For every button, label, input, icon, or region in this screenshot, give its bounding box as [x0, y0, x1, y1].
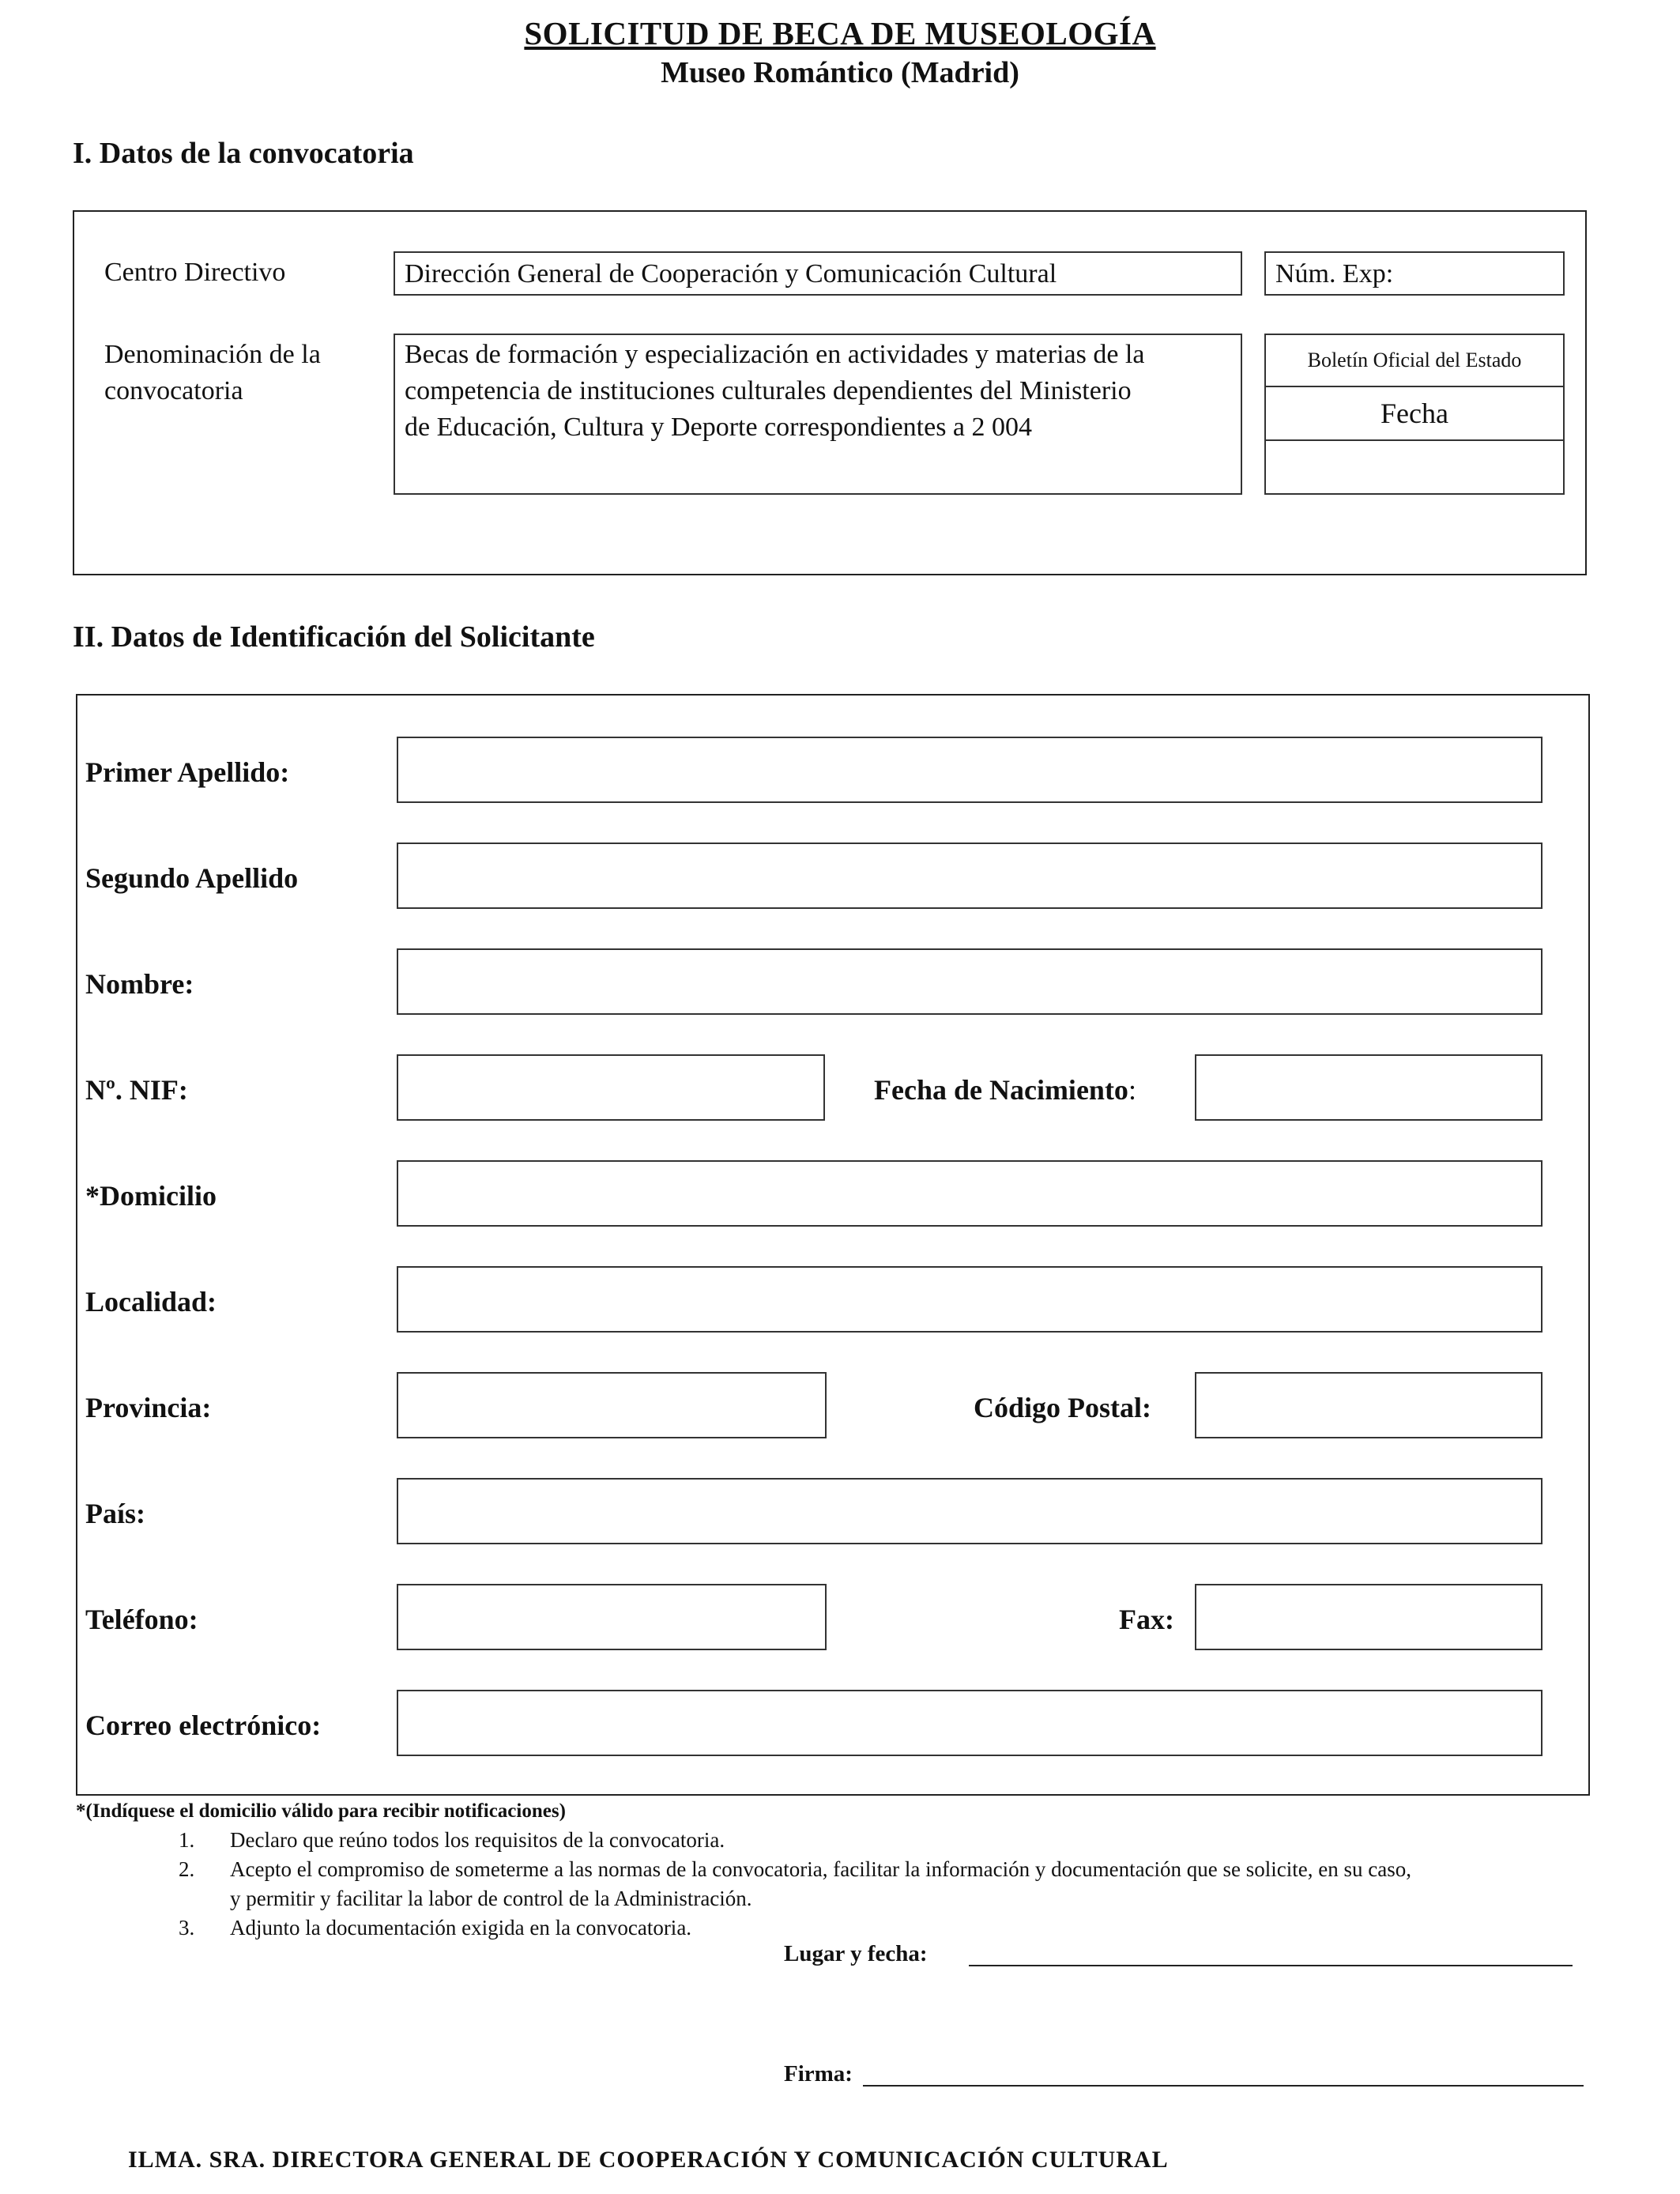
section-2-title: II. Datos de Identificación del Solicitante [73, 620, 595, 654]
telefono-input[interactable] [397, 1584, 827, 1650]
nif-input[interactable] [397, 1054, 825, 1121]
declaration-item-1 [179, 1826, 1648, 1855]
declaration-number: 3. [179, 1916, 195, 1940]
denominacion-label-line2: convocatoria [104, 376, 243, 405]
declaration-number: 2. [179, 1857, 195, 1881]
primer-apellido-label: Primer Apellido: [85, 756, 290, 788]
boe-box [1264, 334, 1565, 495]
correo-label: Correo electrónico: [85, 1710, 322, 1741]
localidad-input[interactable] [397, 1266, 1543, 1333]
boe-fecha-field[interactable] [1266, 441, 1563, 493]
segundo-apellido-input[interactable] [397, 843, 1543, 909]
declaration-item-2 [179, 1855, 1648, 1913]
localidad-label: Localidad: [85, 1286, 217, 1318]
fecha-nacimiento-label: Fecha de Nacimiento [874, 1074, 1128, 1106]
lugar-fecha-line[interactable] [969, 1965, 1573, 1966]
fax-input[interactable] [1195, 1584, 1543, 1650]
denominacion-label-line1: Denominación de la [104, 340, 321, 369]
denominacion-field[interactable] [394, 334, 1242, 495]
telefono-label: Teléfono: [85, 1604, 198, 1635]
centro-directivo-field[interactable]: Dirección General de Cooperación y Comunicación Cultural [394, 251, 1242, 296]
declaration-text: Adjunto la documentación exigida en la convocatoria. [230, 1916, 692, 1940]
num-exp-field[interactable]: Núm. Exp: [1264, 251, 1565, 296]
form-title: SOLICITUD DE BECA DE MUSEOLOGÍA [524, 15, 1156, 51]
correo-input[interactable] [397, 1690, 1543, 1756]
domicilio-footnote: *(Indíquese el domicilio válido para recibir notificaciones) [76, 1800, 566, 1822]
fecha-nacimiento-label-group [874, 1073, 1136, 1106]
declaration-text-continued: y permitir y facilitar la labor de control de la Administración. [230, 1887, 752, 1910]
declaration-text: Declaro que reúno todos los requisitos de la convocatoria. [230, 1828, 725, 1852]
firma-line[interactable] [863, 2085, 1584, 2087]
pais-label: País: [85, 1498, 145, 1529]
boe-fecha-label: Fecha [1266, 387, 1563, 441]
codigo-postal-input[interactable] [1195, 1372, 1543, 1438]
denominacion-value-line2: competencia de instituciones culturales dependientes del Ministerio [405, 376, 1132, 405]
denominacion-value-line3: de Educación, Cultura y Deporte correspondientes a 2 004 [405, 413, 1033, 442]
firma-label: Firma: [784, 2061, 853, 2087]
denominacion-value-line1: Becas de formación y especialización en actividades y materias de la [405, 340, 1145, 369]
declarations-list [179, 1826, 1648, 1944]
provincia-input[interactable] [397, 1372, 827, 1438]
provincia-label: Provincia: [85, 1392, 212, 1423]
fax-label: Fax: [1119, 1604, 1174, 1635]
nif-label: Nº. NIF: [85, 1074, 188, 1106]
fecha-nacimiento-colon: : [1128, 1074, 1136, 1106]
form-subtitle: Museo Romántico (Madrid) [661, 56, 1019, 89]
lugar-fecha-label: Lugar y fecha: [784, 1941, 928, 1966]
declaration-item-3 [179, 1913, 1648, 1943]
addressee: ILMA. SRA. DIRECTORA GENERAL DE COOPERACIÓN Y COMUNICACIÓN CULTURAL [128, 2147, 1169, 2173]
fecha-nacimiento-input[interactable] [1195, 1054, 1543, 1121]
declaration-number: 1. [179, 1828, 195, 1852]
declaration-text: Acepto el compromiso de someterme a las normas de la convocatoria, facilitar la información y documentación que se solicite, en su caso, [230, 1857, 1411, 1881]
segundo-apellido-label: Segundo Apellido [85, 862, 299, 894]
domicilio-input[interactable] [397, 1160, 1543, 1227]
domicilio-label: *Domicilio [85, 1180, 217, 1212]
boe-label: Boletín Oficial del Estado [1266, 335, 1563, 387]
nombre-label: Nombre: [85, 968, 194, 1000]
centro-directivo-label: Centro Directivo [104, 258, 286, 287]
primer-apellido-input[interactable] [397, 737, 1543, 803]
section-1-title: I. Datos de la convocatoria [73, 137, 414, 170]
pais-input[interactable] [397, 1478, 1543, 1544]
codigo-postal-label: Código Postal: [974, 1392, 1151, 1423]
nombre-input[interactable] [397, 948, 1543, 1015]
